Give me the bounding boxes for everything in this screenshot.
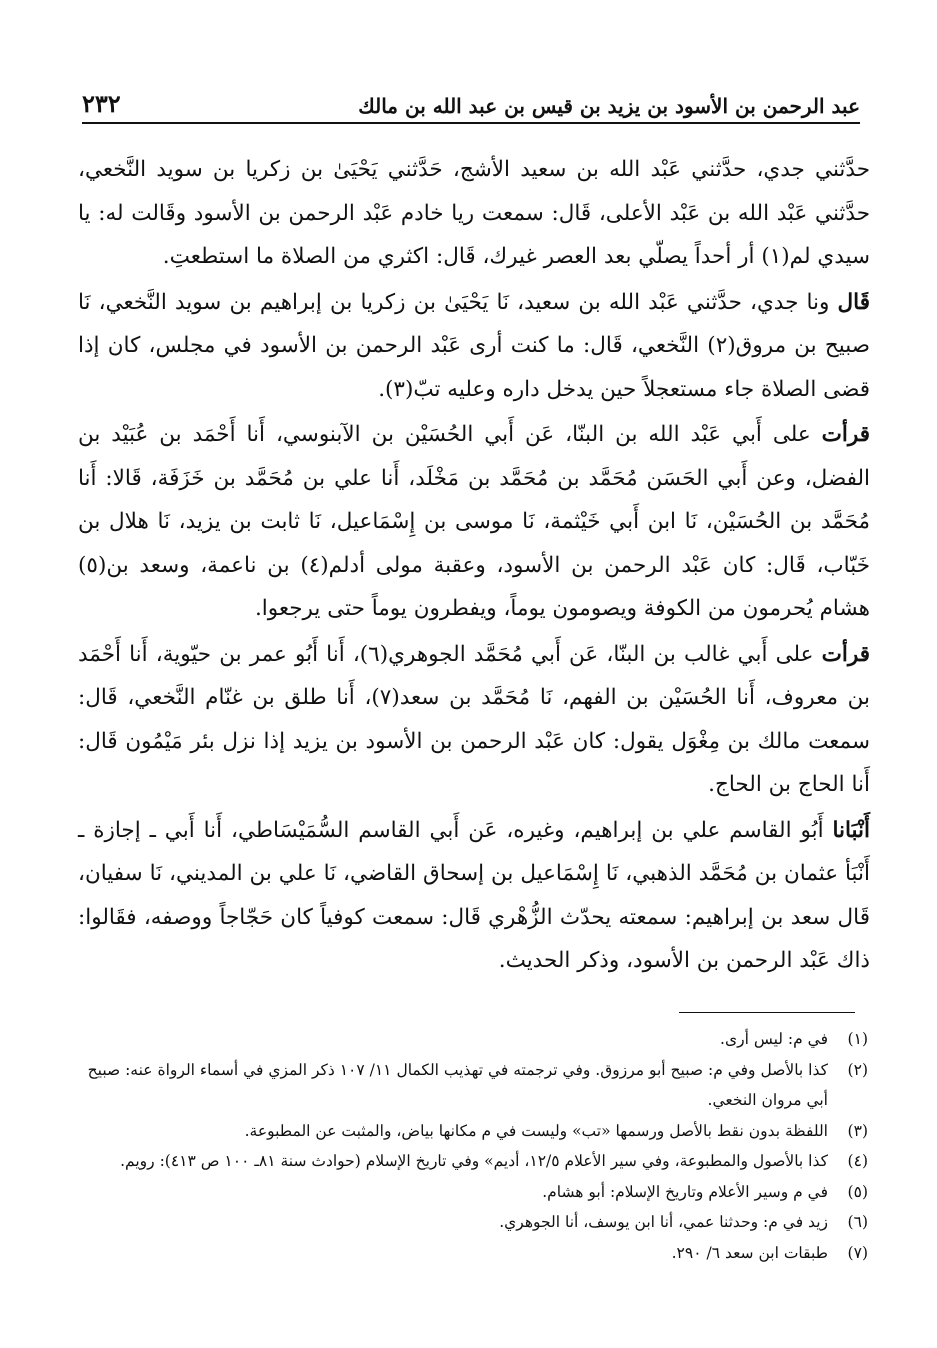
footnote-text: اللفظة بدون نقط بالأصل ورسمها «تب» وليست في م مكانها بياض، والمثبت عن المطبوعة. <box>244 1121 828 1140</box>
footnote <box>68 1024 868 1055</box>
paragraph <box>78 413 870 631</box>
footnote-text: في م: ليس أرى. <box>720 1030 828 1048</box>
paragraph-text: على أَبي عَبْد الله بن البنّا، عَن أَبي الحُسَيْن بن الآبنوسي، أَنا أَحْمَد بن عُبَيْد بن الفضل، وعن أَبي الحَسَن مُحَمَّد بن مُحَمَّد بن مَخْلَد، أَنا علي بن مُحَمَّد بن خَزَفَة، قَالا: أَنا مُحَمَّد بن الحُسَيْن، نَا ابن أَبي خَيْثمة، نَا موسى بن إِسْمَاعيل، نَا ثابت بن يزيد، نَا هلال بن خَبّاب، قَال: كان عَبْد الرحمن بن الأسود، وعقبة مولى أدلم(٤) بن ناعمة، وسعد بن(٥) هشام يُحرمون من الكوفة ويصومون يوماً، ويفطرون يوماً حتى يرجعوا. <box>78 422 870 621</box>
footnote <box>68 1146 868 1177</box>
paragraph-text: ونا جدي، حدَّثني عَبْد الله بن سعيد، نَا يَحْيَىٰ بن زكريا بن إبراهيم بن سويد النَّخعي، نَا صبيح بن مروق(٢) النَّخعي، قَال: ما كنت أرى عَبْد الرحمن بن الأسود في مجلس، كان إذا قضى الصلاة جاء مستعجلاً حين يدخل داره وعليه تبّ(٣). <box>78 289 870 402</box>
running-header <box>82 78 860 124</box>
footnote-text: كذا بالأصول والمطبوعة، وفي سير الأعلام ١٢/٥، أديم» وفي تاريخ الإسلام (حوادث سنة ٨١ـ ١٠٠ ص ٤١٣): رويم. <box>120 1152 828 1170</box>
footnote-number: (٢) <box>847 1060 868 1079</box>
footnote-number: (١) <box>847 1030 868 1048</box>
paragraph <box>78 148 870 279</box>
paragraph-text: أَبُو القاسم علي بن إبراهيم، وغيره، عَن أَبي القاسم السُّمَيْسَاطي، أَنا أَبي ـ إجازة ـ أَنْبَأ عثمان بن مُحَمَّد الذهبي، نَا إِسْمَاعيل بن إسحاق القاضي، نَا علي بن المديني، نَا سفيان، قَال سعد بن إبراهيم: سمعته يحدّث الزُّهْري قَال: سمعت كوفياً كان حَجّاجاً ووصفه، فقَالوا: ذاك عَبْد الرحمن بن الأسود، وذكر الحديث. <box>78 817 870 973</box>
page-number: ٢٣٢ <box>82 89 121 118</box>
paragraph-lead: قرأت <box>821 641 870 667</box>
footnote-number: (٥) <box>847 1182 868 1201</box>
paragraph-lead: قرأت <box>821 422 870 447</box>
footnote <box>68 1116 868 1147</box>
footnote <box>68 1055 868 1116</box>
paragraph <box>78 809 870 983</box>
footnote <box>68 1238 868 1269</box>
footnote <box>68 1207 868 1238</box>
paragraph <box>78 281 870 412</box>
footnote-text: زيد في م: وحدثنا عمي، أنا ابن يوسف، أنا الجوهري. <box>499 1213 828 1231</box>
paragraph-lead: أَنْبَانا <box>832 817 870 843</box>
footnote-number: (٧) <box>847 1243 868 1262</box>
paragraph-lead: قَال <box>837 289 870 315</box>
paragraph-text: على أَبي غالب بن البنّا، عَن أَبي مُحَمَّد الجوهري(٦)، أَنا أَبُو عمر بن حيّوية، أَنا أَحْمَد بن معروف، أَنا الحُسَيْن بن الفهم، نَا مُحَمَّد بن سعد(٧)، أَنا طلق بن غنّام النَّخعي، قَال: سمعت مالك بن مِغْوَل يقول: كان عَبْد الرحمن بن الأسود بن يزيد إذا نزل بئر مَيْمُون قَال: أَنا الحاج بن الحاج. <box>78 641 870 797</box>
footnote-number: (٤) <box>847 1152 868 1170</box>
main-text <box>78 148 870 985</box>
paragraph <box>78 633 870 807</box>
footnote <box>68 1177 868 1208</box>
footnote-text: في م وسير الأعلام وتاريخ الإسلام: أبو هشام. <box>542 1182 828 1201</box>
paragraph-text: حدَّثني جدي، حدَّثني عَبْد الله بن سعيد الأشج، حَدَّثني يَحْيَىٰ بن زكريا بن سويد النَّخعي، حدَّثني عَبْد الله بن عَبْد الأعلى، قَال: سمعت ريا خادم عَبْد الرحمن بن الأسود وقَالت له: يا سيدي لم(١) أر أحداً يصلّي بعد العصر غيرك، قَال: اكثري من الصلاة ما استطعتِ. <box>78 157 870 269</box>
footnotes <box>68 1024 868 1268</box>
footnote-text: كذا بالأصل وفي م: صبيح أبو مرزوق. وفي ترجمته في تهذيب الكمال ١١/ ١٠٧ ذكر المزي في أسماء الرواة عنه: صبيح أبي مروان النخعي. <box>87 1060 828 1109</box>
footnote-divider <box>679 1012 855 1013</box>
running-title: عبد الرحمن بن الأسود بن يزيد بن قيس بن عبد الله بن مالك <box>358 94 860 118</box>
footnote-number: (٣) <box>847 1121 868 1140</box>
footnote-text: طبقات ابن سعد ٦/ ٢٩٠. <box>671 1243 828 1262</box>
footnote-number: (٦) <box>847 1213 868 1231</box>
